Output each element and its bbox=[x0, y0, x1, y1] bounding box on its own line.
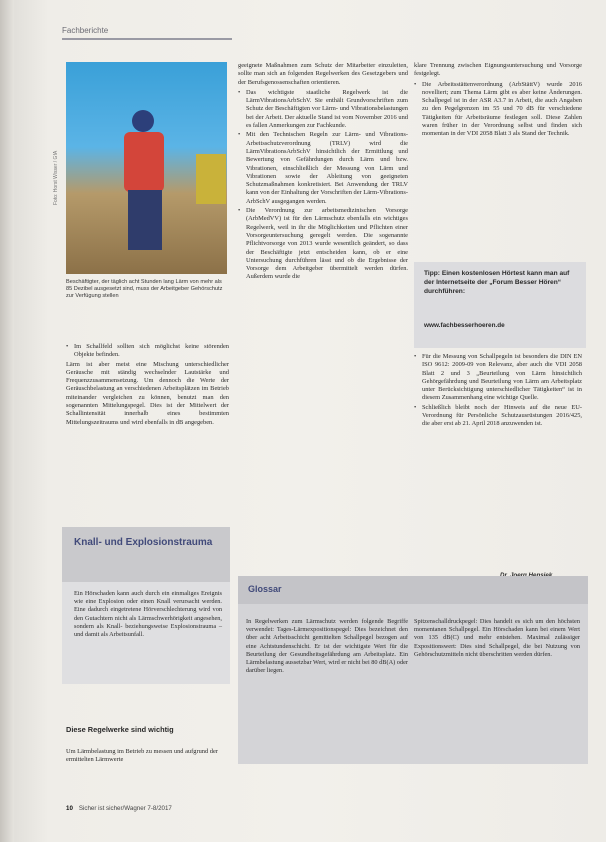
glossary-column-2: Spitzenschalldruckpegel: Dies handelt es sich um den höchsten momentanen Schallpegel. Ein Hörschaden kann bei einem Wert von 135 dB(C) und mehr entstehen. Maximal zulässiger Expositionswert: Dies sind Schallpegel, die bei Nutzung von Gehörschutzmitteln nicht überschritten werden dürfen. bbox=[414, 618, 580, 658]
journal-name: Sicher ist sicher/Wagner 7-8/2017 bbox=[78, 805, 172, 812]
tip-box bbox=[414, 262, 586, 348]
tip-text: Tipp: Einen kostenlosen Hörtest kann man auf der Internetseite der „Forum Besser Hören“ durchführen: bbox=[424, 270, 570, 295]
glossary-title: Glossar bbox=[248, 584, 282, 594]
page-number: 10 bbox=[66, 805, 73, 812]
worker-jacket-shape bbox=[124, 132, 164, 192]
photo-credit: Foto: Horst Wisser / GfA bbox=[53, 150, 59, 205]
column-1 bbox=[66, 343, 229, 429]
worker-legs-shape bbox=[128, 190, 162, 250]
helmet-shape bbox=[132, 110, 154, 132]
tip-url: www.fachbesserhoeren.de bbox=[424, 322, 505, 329]
bullet-item: • Mit den Technischen Regeln zur Lärm- und Vibrations-Arbeitsschutzverordnung (TRLV) wird die LärmVibrationsArbSchV hinsichtlich der Ermittlung und Bewertung von Gefährdungen durch Lärm und bzw. Vibrationen, einschließlich der Messung von Lärm und Vibrationen sowie der Ableitung von geeigneten Schutzmaßnahmen konkretisiert. Bei Anwendung der TRLV kann von der Einhaltung der Vorschriften der Lärm-Vibrations-ArbSchV ausgegangen werden. bbox=[246, 131, 408, 206]
page-fold-shadow bbox=[0, 0, 14, 842]
paragraph: geeignete Maßnahmen zum Schutz der Mitarbeiter einzuleiten, sollte man sich an folgenden Regelwerken des Gesetzgebers und der Berufsgenossenschaften orientieren. bbox=[238, 62, 408, 86]
infobox-header bbox=[62, 527, 230, 582]
bullet-item: • Die Arbeitsstättenverordnung (ArbStättV) wurde 2016 novelliert; zum Thema Lärm gibt es aber keine Änderungen. Schallpegel ist in der ASR A3.7 in Arbeit, die auch Angaben zu den Pegelgrenzen im 55 und 70 dB für verschiedene Tätigkeiten für Arbeitsräume festlegen soll. Diese Zahlen waren früher in der Verordnung selbst und finden sich momentan in der VDI 2058 Blatt 3 als Stand der Technik. bbox=[422, 81, 582, 139]
infobox-body bbox=[62, 582, 230, 684]
bullet-item: • Die Verordnung zur arbeitsmedizinischen Vorsorge (ArbMedVV) ist für den Lärmschutz ebenfalls ein wichtiges Regelwerk, weil in ihr die Möglichkeiten und Pflichten einer Vorsorgeuntersuchung geregelt werden. Die sogenannte Pflichtvorsorge von 2013 wurde wesentlich geändert, so dass der Beschäftigte jetzt entscheiden kann, ob er eine Untersuchung durchführen lässt und ob die Ergebnisse der Vorsorge dem Arbeitgeber übermittelt werden dürfen. Außerdem wurde die bbox=[246, 207, 408, 282]
glossary-box bbox=[238, 576, 588, 764]
infobox-title: Knall- und Explosionstrauma bbox=[74, 537, 213, 548]
column-2 bbox=[238, 62, 408, 283]
machine-shape bbox=[196, 154, 226, 204]
subheading: Diese Regelwerke sind wichtig bbox=[66, 725, 174, 734]
paragraph: Um Lärmbelastung im Betrieb zu messen und aufgrund der ermittelten Lärmwerte bbox=[66, 748, 218, 764]
bullet-item: • Schließlich bleibt noch der Hinweis auf die neue EU-Verordnung für Persönliche Schutzausrüstungen 2016/425, die aber erst ab 21. April 2018 anzuwenden ist. bbox=[422, 404, 582, 429]
bullet-item: • Für die Messung von Schallpegeln ist besonders die DIN EN ISO 9612: 2009-09 von Relevanz, aber auch die VDI 2058 Blatt 2 und 3 „Beurteilung von Lärm hinsichtlich Gehörgefährdung und Beurteilung von Lärm am Arbeitsplatz unter Berücksichtigung unterschiedlicher Tätigkeiten“ ist in diesem Zusammenhang eine wichtige Quelle. bbox=[422, 353, 582, 403]
paragraph: Lärm ist aber meist eine Mischung unterschiedlicher Geräusche mit ständig wechselnder Lautstärke und Frequenzzusammensetzung. Um dennoch die Werte der Geräuschbelastung an verschiedenen Arbeitsplätzen im Betrieb miteinander vergleichen zu können, benutzt man den sogenannten Mittelungspegel. Dies ist der Mittelwert der Schallintensität innerhalb eines bestimmten Mittelungszeitraums und wird ebenfalls in dB angegeben. bbox=[66, 360, 229, 426]
glossary-header bbox=[238, 576, 588, 604]
glossary-column-1: In Regelwerken zum Lärmschutz werden folgende Begriffe verwendet: Tages-Lärmexpositionspegel: Dies bezeichnet den über acht Arbeitsschicht gemittelten Schallpegel bezogen auf eine Achtstundenschicht. Er ist der wichtigste Wert für die Beurteilung der Gesundheitsgefährdung am Arbeitsplatz. Ein Lärmbelastung aussetzbar Wert, wird er nicht bei 80 dB(A) oder darüber liegen. bbox=[246, 618, 408, 675]
infobox-text: Ein Hörschaden kann auch durch ein einmaliges Ereignis wie eine Explosion oder einen Knall verursacht werden. Eine dadurch eingetretene Hörverschlechterung wird von den Gutachtern nicht als Lärmschwerhörigkeit angesehen, sondern als Knall- beziehungsweise Explosionstrauma – und damit als Arbeitsunfall. bbox=[74, 590, 222, 639]
paragraph: klare Trennung zwischen Eignungsuntersuchung und Vorsorge festgelegt. bbox=[414, 62, 582, 78]
column-3-lower bbox=[414, 353, 582, 430]
section-header: Fachberichte bbox=[62, 26, 109, 35]
header-rule bbox=[62, 38, 232, 40]
worker-photo bbox=[66, 62, 227, 274]
page-footer bbox=[66, 805, 172, 812]
column-3 bbox=[414, 62, 582, 140]
bullet-item: • Im Schallfeld sollten sich möglichst keine störenden Objekte befinden. bbox=[74, 343, 229, 360]
photo-caption: Beschäftigter, der täglich acht Stunden lang Lärm von mehr als 85 Dezibel ausgesetzt sind, muss der Arbeitgeber Gehörschutz zur Verfügung stellen bbox=[66, 279, 223, 300]
bullet-item: • Das wichtigste staatliche Regelwerk ist die LärmVibrationsArbSchV. Sie enthält Grundvorschriften zum Schutz der Beschäftigten vor Lärm- und Vibrationsbelastungen bei der Arbeit. Der aktuelle Stand ist vom November 2016 und es fallen Anmerkungen zur Fachkunde. bbox=[246, 89, 408, 130]
